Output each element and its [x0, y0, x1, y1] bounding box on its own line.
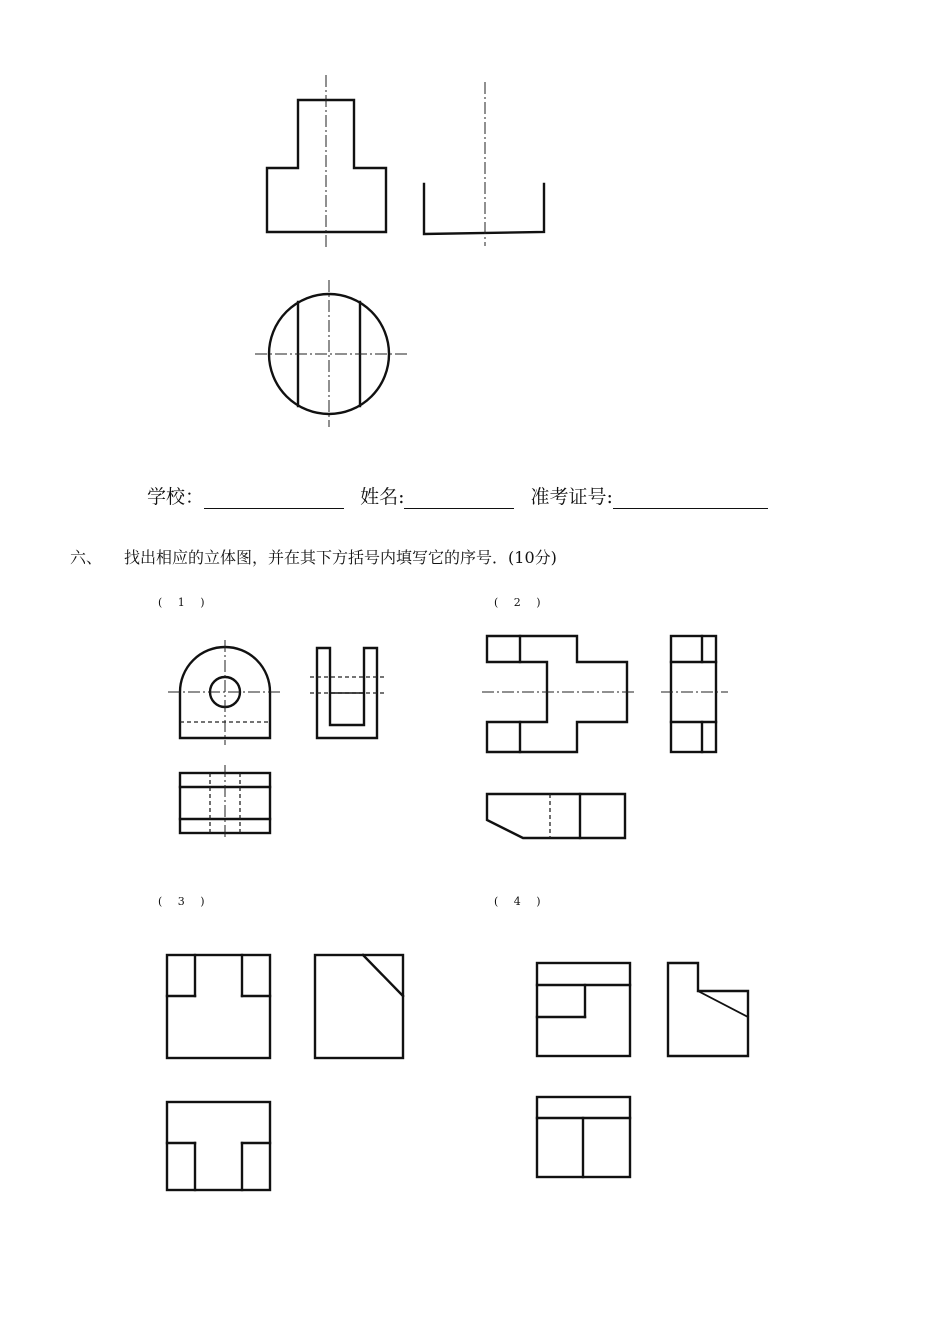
exam-id-label: 准考证号:: [530, 486, 613, 508]
top-plan-view: [250, 275, 425, 430]
problem-2-label: ( 2 ): [494, 596, 547, 609]
school-blank[interactable]: [204, 486, 344, 509]
problem-2-front-view: [480, 630, 640, 760]
problem-4-label: ( 4 ): [494, 895, 547, 908]
problem-3-top-view: [160, 1095, 280, 1195]
problem-1-front-view: [165, 635, 290, 745]
student-info-line: [147, 482, 768, 509]
top-side-view: [415, 70, 555, 260]
problem-3-front-view: [160, 948, 280, 1063]
exam-id-blank[interactable]: [613, 486, 768, 509]
name-blank[interactable]: [404, 486, 514, 509]
name-label: 姓名:: [360, 486, 405, 508]
school-label: 学校：: [147, 486, 205, 508]
problem-2-top-view: [480, 785, 635, 845]
question-number: 六、: [70, 548, 103, 567]
problem-1-label: ( 1 ): [158, 596, 211, 609]
problem-3-side-view: [305, 948, 415, 1063]
question-six: [70, 545, 557, 568]
top-front-view: [250, 70, 410, 260]
problem-4-front-view: [530, 955, 640, 1065]
problem-1-side-view: [305, 640, 390, 745]
problem-4-side-view: [660, 955, 760, 1065]
problem-4-top-view: [530, 1090, 640, 1185]
question-text: 找出相应的立体图，并在其下方括号内填写它的序号．(10分): [124, 548, 557, 567]
problem-3-label: ( 3 ): [158, 895, 211, 908]
problem-2-side-view: [660, 630, 730, 760]
problem-1-top-view: [165, 765, 290, 840]
